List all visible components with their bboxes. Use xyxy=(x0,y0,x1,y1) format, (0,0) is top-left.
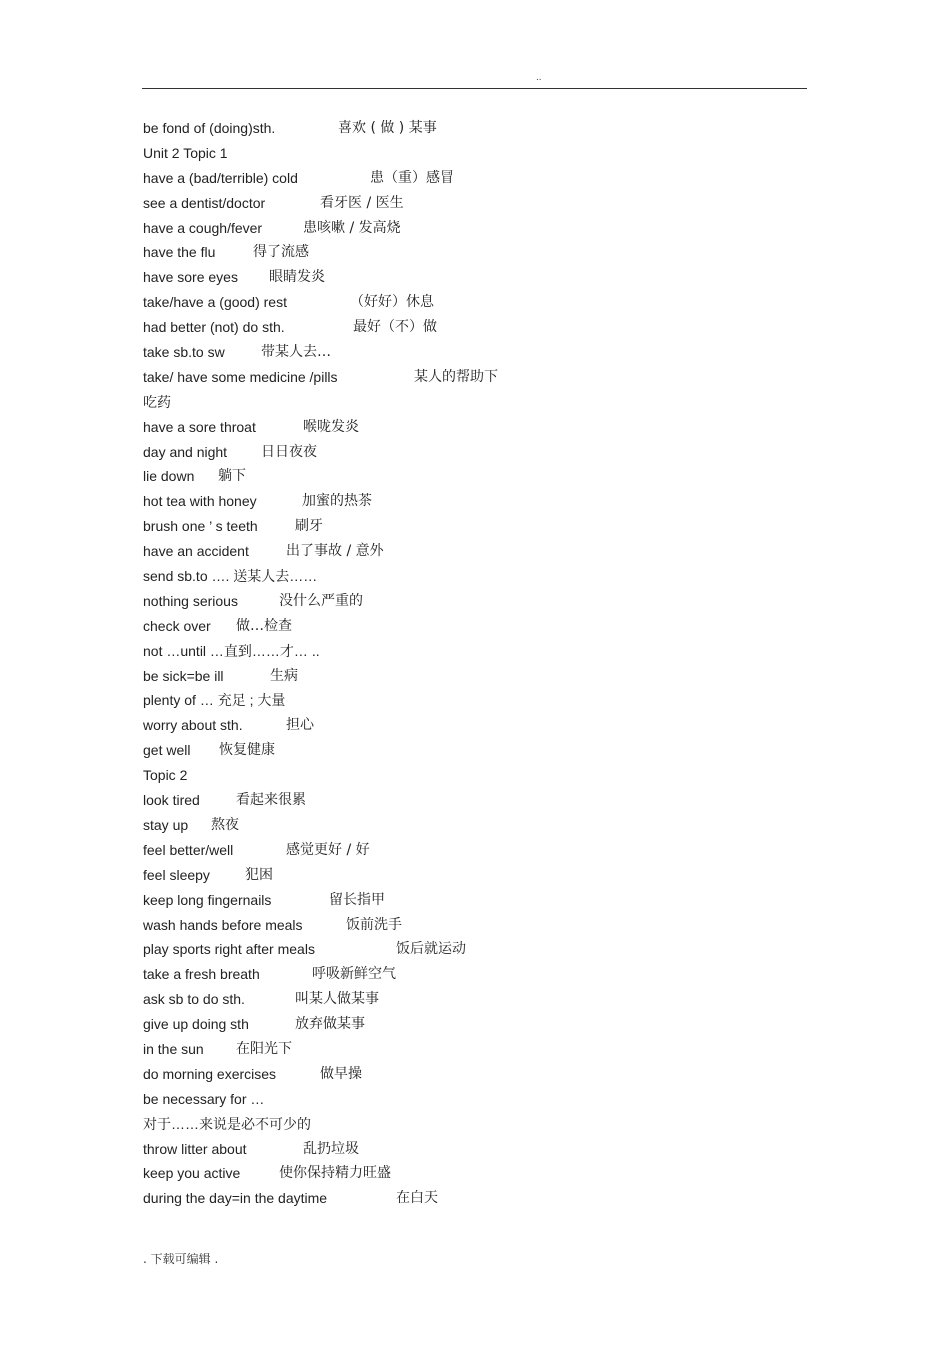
english-phrase: give up doing sth xyxy=(143,1016,249,1033)
english-phrase: take/have a (good) rest xyxy=(143,294,287,311)
chinese-translation: 放弃做某事 xyxy=(295,1016,365,1033)
english-phrase: have a cough/fever xyxy=(143,219,263,236)
english-phrase: day and night xyxy=(143,443,228,460)
english-phrase: play sports right after meals xyxy=(143,941,315,958)
chinese-translation: 加蜜的热茶 xyxy=(302,493,372,510)
header-mark: .. xyxy=(536,72,542,83)
english-phrase: had better (not) do sth. xyxy=(143,319,285,336)
chinese-translation: 担心 xyxy=(286,717,314,734)
vocab-line xyxy=(143,168,663,193)
vocab-line xyxy=(143,242,663,267)
english-phrase: Topic 2 xyxy=(143,767,188,784)
vocab-line xyxy=(143,1039,663,1064)
english-phrase: 对于……来说是必不可少的 xyxy=(143,1115,311,1132)
english-phrase: have an accident xyxy=(143,543,249,560)
english-phrase: take sb.to sw xyxy=(143,344,225,361)
chinese-translation: 患咳嗽 / 发高烧 xyxy=(303,219,401,236)
chinese-translation: 某人的帮助下 xyxy=(414,368,498,385)
vocab-line xyxy=(143,890,663,915)
english-phrase: have sore eyes xyxy=(143,269,238,286)
english-phrase: hot tea with honey xyxy=(143,493,257,510)
chinese-translation: 得了流感 xyxy=(253,244,309,261)
chinese-translation: 叫某人做某事 xyxy=(295,991,379,1008)
chinese-translation: 留长指甲 xyxy=(329,891,385,908)
chinese-translation: 感觉更好 / 好 xyxy=(286,841,370,858)
english-phrase: be sick=be ill xyxy=(143,667,224,684)
vocab-line xyxy=(143,790,663,815)
english-phrase: feel better/well xyxy=(143,841,234,858)
vocab-line xyxy=(143,292,663,317)
vocab-line xyxy=(143,442,663,467)
vocab-line xyxy=(143,1114,663,1139)
english-phrase: see a dentist/doctor xyxy=(143,194,266,211)
vocab-line xyxy=(143,765,663,790)
vocab-line xyxy=(143,392,663,417)
chinese-translation: 饭后就运动 xyxy=(396,941,466,958)
english-phrase: take a fresh breath xyxy=(143,966,260,983)
chinese-translation: 饭前洗手 xyxy=(346,916,402,933)
vocab-line xyxy=(143,591,663,616)
vocab-line xyxy=(143,666,663,691)
vocab-line xyxy=(143,690,663,715)
chinese-translation: 患（重）感冒 xyxy=(370,169,454,186)
vocab-line xyxy=(143,616,663,641)
english-phrase: plenty of … 充足 ; 大量 xyxy=(143,692,286,709)
footer-text: . 下载可编辑 . xyxy=(143,1252,219,1266)
english-phrase: in the sun xyxy=(143,1040,204,1057)
header-rule xyxy=(142,88,807,89)
vocab-line xyxy=(143,541,663,566)
chinese-translation: 熬夜 xyxy=(211,816,239,833)
vocab-line xyxy=(143,516,663,541)
chinese-translation: 看起来很累 xyxy=(236,792,306,809)
english-phrase: have a (bad/terrible) cold xyxy=(143,169,298,186)
vocab-line xyxy=(143,939,663,964)
chinese-translation: 出了事故 / 意外 xyxy=(286,543,384,560)
chinese-translation: 日日夜夜 xyxy=(261,443,317,460)
english-phrase: worry about sth. xyxy=(143,717,243,734)
chinese-translation: 做…检查 xyxy=(236,617,292,634)
english-phrase: send sb.to …. 送某人去…… xyxy=(143,568,318,585)
english-phrase: not …until …直到……才… .. xyxy=(143,642,320,659)
chinese-translation: 恢复健康 xyxy=(219,742,275,759)
vocab-line xyxy=(143,964,663,989)
vocab-line xyxy=(143,267,663,292)
english-phrase: during the day=in the daytime xyxy=(143,1190,328,1207)
english-phrase: feel sleepy xyxy=(143,866,210,883)
vocab-line xyxy=(143,1163,663,1188)
vocab-line xyxy=(143,367,663,392)
vocab-line xyxy=(143,915,663,940)
vocab-line xyxy=(143,317,663,342)
vocab-line xyxy=(143,1089,663,1114)
vocab-line xyxy=(143,815,663,840)
vocab-line xyxy=(143,118,663,143)
chinese-translation: 眼睛发炎 xyxy=(269,269,325,286)
vocab-line xyxy=(143,491,663,516)
chinese-translation: 在阳光下 xyxy=(236,1040,292,1057)
chinese-translation: 生病 xyxy=(270,667,298,684)
english-phrase: get well xyxy=(143,742,191,759)
english-phrase: wash hands before meals xyxy=(143,916,303,933)
vocab-line xyxy=(143,1014,663,1039)
chinese-translation: 在白天 xyxy=(396,1190,438,1207)
english-phrase: lie down xyxy=(143,468,195,485)
vocab-line xyxy=(143,193,663,218)
vocab-line xyxy=(143,342,663,367)
english-phrase: have a sore throat xyxy=(143,418,256,435)
vocab-line xyxy=(143,1188,663,1213)
chinese-translation: 最好（不）做 xyxy=(353,319,437,336)
vocab-line xyxy=(143,143,663,168)
english-phrase: look tired xyxy=(143,792,200,809)
chinese-translation: 使你保持精力旺盛 xyxy=(279,1165,391,1182)
vocab-line xyxy=(143,865,663,890)
english-phrase: 吃药 xyxy=(143,393,171,410)
vocab-line xyxy=(143,641,663,666)
vocab-line xyxy=(143,1064,663,1089)
vocab-line xyxy=(143,417,663,442)
chinese-translation: 喉咙发炎 xyxy=(303,418,359,435)
english-phrase: be necessary for … xyxy=(143,1090,265,1107)
english-phrase: throw litter about xyxy=(143,1140,247,1157)
chinese-translation: （好好）休息 xyxy=(350,294,434,311)
chinese-translation: 做早操 xyxy=(320,1065,362,1082)
chinese-translation: 乱扔垃圾 xyxy=(303,1140,359,1157)
chinese-translation: 躺下 xyxy=(218,468,246,485)
vocab-line xyxy=(143,840,663,865)
chinese-translation: 呼吸新鲜空气 xyxy=(312,966,396,983)
english-phrase: do morning exercises xyxy=(143,1065,277,1082)
vocab-line xyxy=(143,466,663,491)
english-phrase: ask sb to do sth. xyxy=(143,991,245,1008)
vocab-line xyxy=(143,715,663,740)
english-phrase: nothing serious xyxy=(143,592,238,609)
chinese-translation: 喜欢 ( 做 ) 某事 xyxy=(338,120,437,136)
english-phrase: Unit 2 Topic 1 xyxy=(143,144,228,161)
vocab-line xyxy=(143,989,663,1014)
english-phrase: keep long fingernails xyxy=(143,891,272,908)
vocabulary-list xyxy=(143,118,663,1213)
vocab-line xyxy=(143,1139,663,1164)
chinese-translation: 刷牙 xyxy=(295,518,323,535)
english-phrase: keep you active xyxy=(143,1165,241,1182)
english-phrase: have the flu xyxy=(143,244,216,261)
vocab-line xyxy=(143,740,663,765)
english-phrase: check over xyxy=(143,617,211,634)
english-phrase: stay up xyxy=(143,816,189,833)
chinese-translation: 犯困 xyxy=(245,866,273,883)
vocab-line xyxy=(143,218,663,243)
english-phrase: brush one ’ s teeth xyxy=(143,518,258,535)
chinese-translation: 没什么严重的 xyxy=(279,592,363,609)
chinese-translation: 看牙医 / 医生 xyxy=(320,194,404,211)
english-phrase: take/ have some medicine /pills xyxy=(143,368,338,385)
chinese-translation: 带某人去… xyxy=(261,344,331,361)
vocab-line xyxy=(143,566,663,591)
english-phrase: be fond of (doing)sth. xyxy=(143,120,276,136)
